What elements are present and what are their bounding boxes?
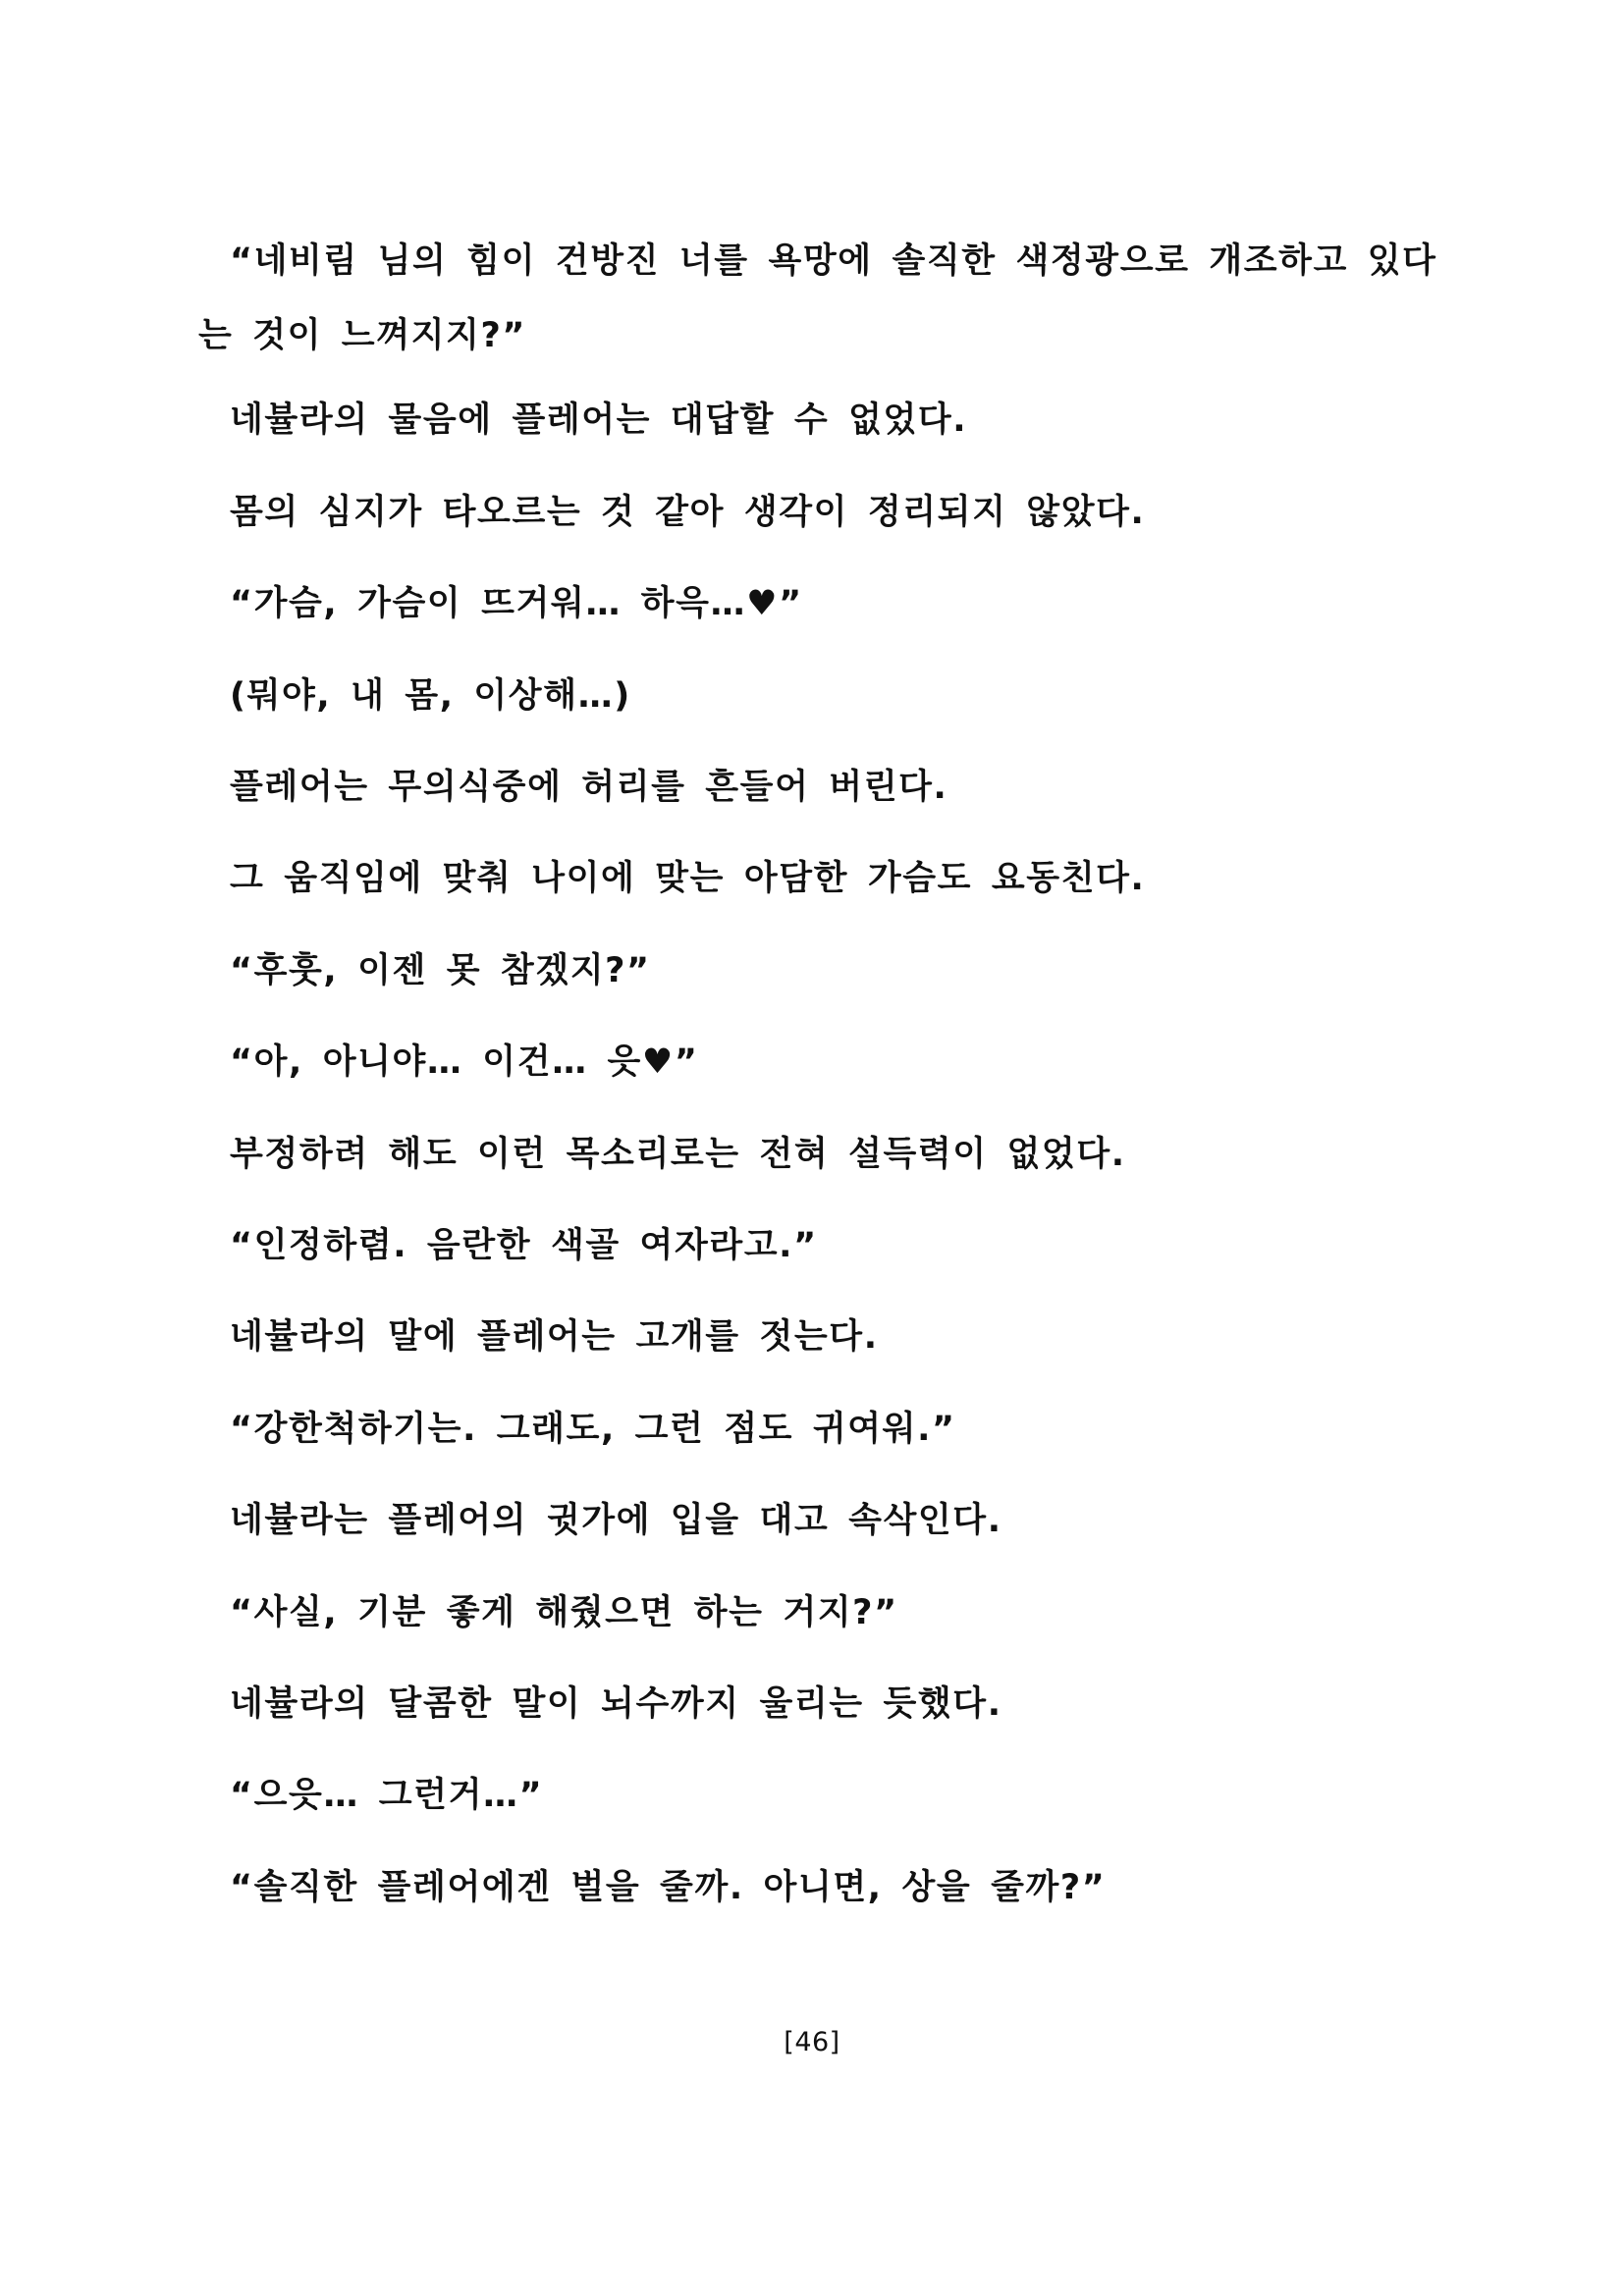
paragraph-13: “강한척하기는. 그래도, 그런 점도 귀여워.” xyxy=(230,1410,956,1449)
paragraph-6: 플레어는 무의식중에 허리를 흔들어 버린다. xyxy=(230,768,948,807)
paragraph-5: (뭐야, 내 몸, 이상해…) xyxy=(230,676,631,716)
paragraph-10: 부정하려 해도 이런 목소리로는 전혀 설득력이 없었다. xyxy=(230,1135,1126,1174)
paragraph-17: “으읏… 그런거…” xyxy=(230,1776,544,1815)
paragraph-9: “아, 아니야… 이건… 읏♥” xyxy=(230,1042,699,1082)
paragraph-1: “네비림 님의 힘이 건방진 너를 욕망에 솔직한 색정광으로 개조하고 있다는 것이 느껴지지?” xyxy=(198,241,1437,355)
paragraph-12: 네뷸라의 말에 플레어는 고개를 젓는다. xyxy=(230,1317,879,1357)
paragraph-4: “가슴, 가슴이 뜨거워… 하윽…♥” xyxy=(230,584,803,623)
paragraph-8: “후훗, 이젠 못 참겠지?” xyxy=(230,951,651,990)
paragraph-3: 몸의 심지가 타오르는 것 같아 생각이 정리되지 않았다. xyxy=(230,493,1146,532)
paragraph-18: “솔직한 플레어에겐 벌을 줄까. 아니면, 상을 줄까?” xyxy=(230,1868,1107,1907)
page-number: [46] xyxy=(784,2027,840,2057)
paragraph-14: 네뷸라는 플레어의 귓가에 입을 대고 속삭인다. xyxy=(230,1501,1002,1540)
paragraph-16: 네뷸라의 달콤한 말이 뇌수까지 울리는 듯했다. xyxy=(230,1684,1002,1724)
paragraph-11: “인정하렴. 음란한 색골 여자라고.” xyxy=(230,1226,818,1265)
paragraph-7: 그 움직임에 맞춰 나이에 맞는 아담한 가슴도 요동친다. xyxy=(230,859,1146,898)
paragraph-15: “사실, 기분 좋게 해줬으면 하는 거지?” xyxy=(230,1593,898,1632)
paragraph-2: 네뷸라의 물음에 플레어는 대답할 수 없었다. xyxy=(230,400,968,440)
